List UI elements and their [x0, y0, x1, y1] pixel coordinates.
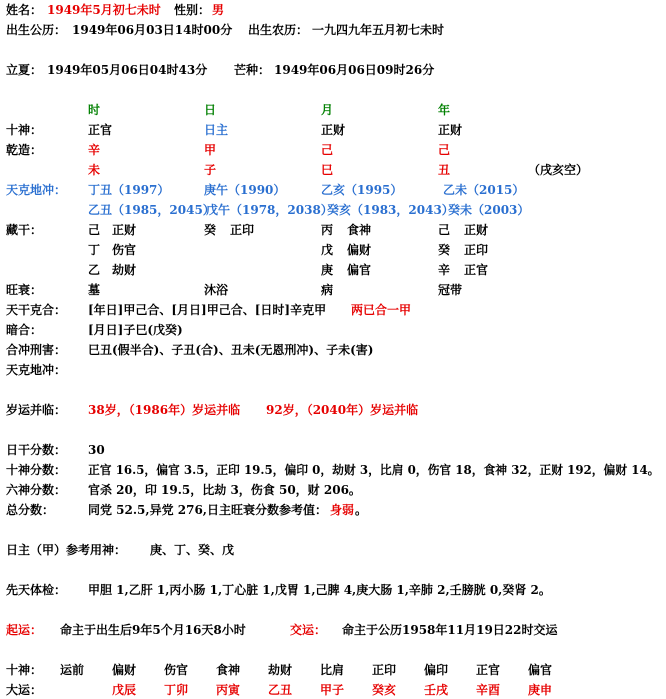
liushen-value: 官杀 20，印 19.5，比劫 3，伤食 50，财 206。 [88, 483, 361, 497]
tijian-line [0, 581, 666, 599]
gender-label: 性别： [174, 3, 211, 17]
total-label: 总分数： [6, 503, 55, 517]
dayun-shishen-item: 比肩 [320, 663, 345, 677]
total-value: 同党 52.5,异党 276,日主旺衰分数参考值： [88, 503, 327, 517]
solar-label: 出生公历： [6, 23, 67, 37]
term1-value: 1949年05月06日04时43分 [47, 63, 208, 77]
wangshuai-hour: 墓 [88, 283, 101, 297]
hcxh-value: 巳丑(假半合)、子丑(合)、丑未(无恩刑冲)、子未(害) [88, 343, 374, 357]
tkdc-month-2: 癸亥（1983，2043） [327, 203, 454, 217]
hidden-row-2 [0, 241, 666, 259]
tkdc-day-1: 庚午（1990） [204, 183, 286, 197]
stem-year: 己 [438, 143, 451, 157]
lunar-label: 出生农历： [248, 23, 309, 37]
shishen-score-line [0, 461, 666, 479]
gender-value: 男 [212, 3, 225, 17]
tkdc-row-2 [0, 201, 666, 219]
kongwang: （戌亥空） [528, 163, 589, 177]
hidden-god: 食神 [347, 223, 372, 237]
dayun-label: 大运： [6, 683, 43, 697]
hidden-row-3 [0, 261, 666, 279]
tgkh-label: 天干克合： [6, 303, 67, 317]
stem-month: 己 [321, 143, 334, 157]
hidden-stem: 丙 [321, 223, 334, 237]
qiyun-label: 起运： [6, 623, 43, 637]
liushen-label: 六神分数： [6, 483, 67, 497]
dayun-item: 辛酉 [476, 683, 501, 697]
qiyun-value: 命主于出生后9年5个月16天8小时 [60, 623, 246, 637]
wangshuai-year: 冠带 [438, 283, 463, 297]
tijian-value: 甲胆 1,乙肝 1,丙小肠 1,丁心脏 1,戊胃 1,己脾 4,庚大肠 1,辛肺 2,壬膀胱 0,癸肾 2。 [88, 583, 551, 597]
yongshen-line [0, 541, 666, 559]
name-value: 1949年5月初七未时 [47, 3, 161, 17]
hidden-god: 偏财 [347, 243, 372, 257]
solar-term-line [0, 61, 666, 79]
hidden-god: 正印 [230, 223, 255, 237]
rigan-line [0, 441, 666, 459]
ten-god-day: 日主 [204, 123, 229, 137]
dayun-shishen-item: 劫财 [268, 663, 293, 677]
yongshen-label: 日主（甲）参考用神： [6, 543, 127, 557]
anhe-label: 暗合： [6, 323, 43, 337]
shishen-score-label: 十神分数： [6, 463, 67, 477]
liushen-line [0, 481, 666, 499]
solar-value: 1949年06月03日14时00分 [72, 23, 233, 37]
pillar-headers [0, 101, 666, 119]
wangshuai-month: 病 [321, 283, 334, 297]
wangshuai-label: 旺衰： [6, 283, 43, 297]
birth-line [0, 21, 666, 39]
hidden-stem: 戊 [321, 243, 334, 257]
branch-month: 巳 [321, 163, 334, 177]
pillar-header-month: 月 [321, 103, 334, 117]
hidden-stem: 丁 [88, 243, 101, 257]
tkdc-day-2: 戊午（1978，2038） [206, 203, 333, 217]
hidden-label: 藏干： [6, 223, 43, 237]
tgkh-red: 两已合一甲 [351, 303, 412, 317]
term1-label: 立夏： [6, 63, 43, 77]
hidden-stem: 癸 [204, 223, 217, 237]
term2-label: 芒种： [234, 63, 271, 77]
dayun-shishen-item: 正印 [372, 663, 397, 677]
ten-gods-row [0, 121, 666, 139]
hidden-god: 正财 [464, 223, 489, 237]
anhe-value: [月日]子巳(戊癸) [88, 323, 183, 337]
tgkh-line [0, 301, 666, 319]
tkdc2-label: 天克地冲： [6, 363, 67, 377]
hidden-god: 伤官 [112, 243, 137, 257]
branch-hour: 未 [88, 163, 101, 177]
hidden-god: 偏官 [347, 263, 372, 277]
dayun-shishen-item: 偏财 [112, 663, 137, 677]
jiaoyun-value: 命主于公历1958年11月19日22时交运 [342, 623, 558, 637]
hidden-stem: 癸 [438, 243, 451, 257]
dayun-shishen-item: 偏官 [528, 663, 553, 677]
ten-god-year: 正财 [438, 123, 463, 137]
dayun-item: 乙丑 [268, 683, 293, 697]
dayun-item: 庚申 [528, 683, 553, 697]
dayun-row [0, 681, 666, 699]
qianzao-label: 乾造： [6, 143, 43, 157]
tkdc-month-1: 乙亥（1995） [321, 183, 403, 197]
total-red: 身弱 [330, 503, 355, 517]
hidden-stem: 己 [88, 223, 101, 237]
dayun-shishen-item: 伤官 [164, 663, 189, 677]
wangshuai-day: 沐浴 [204, 283, 229, 297]
suiyun-label: 岁运并临： [6, 403, 67, 417]
suiyun-1: 38岁，（1986年）岁运并临 [88, 403, 241, 417]
shishen-score-value: 正官 16.5，偏官 3.5，正印 19.5，偏印 0，劫财 3，比肩 0，伤官 18，食神 32，正财 192，偏财 14。 [88, 463, 660, 477]
ten-gods-label: 十神： [6, 123, 43, 137]
tkdc2-line [0, 361, 666, 379]
suiyun-line [0, 401, 666, 419]
anhe-line [0, 321, 666, 339]
dayun-shishen-item: 偏印 [424, 663, 449, 677]
hidden-god: 劫财 [112, 263, 137, 277]
stems-row [0, 141, 666, 159]
stem-day: 甲 [204, 143, 217, 157]
dayun-shishen-item: 正官 [476, 663, 501, 677]
hidden-god: 正财 [112, 223, 137, 237]
branch-year: 丑 [438, 163, 451, 177]
rigan-value: 30 [88, 443, 105, 457]
branch-day: 子 [204, 163, 217, 177]
ten-god-hour: 正官 [88, 123, 113, 137]
dayun-item: 壬戌 [424, 683, 449, 697]
pillar-header-day: 日 [204, 103, 217, 117]
dayun-shishen-row [0, 661, 666, 679]
jiaoyun-label: 交运： [290, 623, 327, 637]
tgkh-value: [年日]甲己合、[月日]甲己合、[日时]辛克甲 [88, 303, 327, 317]
stem-hour: 辛 [88, 143, 101, 157]
ten-god-month: 正财 [321, 123, 346, 137]
hidden-stem: 乙 [88, 263, 101, 277]
tkdc-row-1 [0, 181, 666, 199]
total-end: 。 [355, 503, 368, 517]
hidden-stem: 辛 [438, 263, 451, 277]
dayun-shishen-label: 十神： [6, 663, 43, 677]
dayun-item: 甲子 [320, 683, 345, 697]
yongshen-value: 庚、丁、癸、戊 [150, 543, 235, 557]
hidden-row-1 [0, 221, 666, 239]
tkdc-year-1: 乙未（2015） [443, 183, 525, 197]
dayun-shishen-item: 运前 [60, 663, 85, 677]
hidden-stem: 庚 [321, 263, 334, 277]
wangshuai-row [0, 281, 666, 299]
hcxh-line [0, 341, 666, 359]
tkdc-year-2: 癸未（2003） [448, 203, 530, 217]
hidden-stem: 己 [438, 223, 451, 237]
rigan-label: 日干分数： [6, 443, 67, 457]
hidden-god: 正印 [464, 243, 489, 257]
tijian-label: 先天体检： [6, 583, 67, 597]
dayun-item: 丙寅 [216, 683, 241, 697]
suiyun-2: 92岁，（2040年）岁运并临 [266, 403, 419, 417]
tkdc-hour-2: 乙丑（1985，2045） [88, 203, 215, 217]
tkdc-hour-1: 丁丑（1997） [88, 183, 170, 197]
hidden-god: 正官 [464, 263, 489, 277]
total-line [0, 501, 666, 519]
name-line [0, 1, 666, 19]
dayun-item: 丁卯 [164, 683, 189, 697]
dayun-shishen-item: 食神 [216, 663, 241, 677]
dayun-item: 戊辰 [112, 683, 137, 697]
pillar-header-hour: 时 [88, 103, 101, 117]
qiyun-line [0, 621, 666, 639]
branches-row [0, 161, 666, 179]
pillar-header-year: 年 [438, 103, 451, 117]
tkdc-label: 天克地冲： [6, 183, 67, 197]
dayun-item: 癸亥 [372, 683, 397, 697]
term2-value: 1949年06月06日09时26分 [274, 63, 435, 77]
name-label: 姓名： [6, 3, 43, 17]
hcxh-label: 合冲刑害： [6, 343, 67, 357]
lunar-value: 一九四九年五月初七未时 [312, 23, 445, 37]
